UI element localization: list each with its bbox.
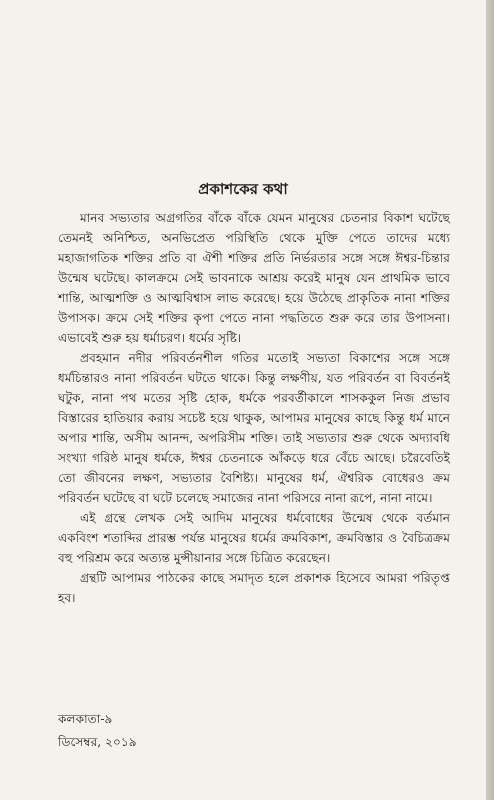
paragraph-1: মানব সভ্যতার অগ্রগতির বাঁকে বাঁকে যেমন মানুষের চেতনার বিকাশ ঘটেছে তেমনই অনিশ্চিত, অনভিপ্রেত পরিস্থিতি থেকে মুক্তি পেতে তাদের মধ্যে মহাজাগতিক শক্তির প্রতি বা ঐশী শক্তির প্রতি নির্ভরতার সঙ্গে সঙ্গে ঈশ্বর-চিন্তার উন্মেষ ঘটেছে। কালক্রমে সেই ভাবনাকে আশ্রয় করেই মানুষ যেন প্রাথমিক ভাবে শান্তি, আত্মশক্তি ও আত্মবিশ্বাস লাভ করেছে। হয়ে উঠেছে প্রাকৃতিক নানা শক্তির উপাসক। ক্রমে সেই শক্তির কৃপা পেতে নানা পদ্ধতিতে শুরু করে তার উপাসনা। এভাবেই শুরু হয় ধর্মাচরণ। ধর্মের সৃষ্টি। (58, 211, 450, 345)
page-edge (486, 0, 494, 800)
paragraph-3: এই গ্রন্থে লেখক সেই আদিম মানুষের ধর্মবোধের উন্মেষ থেকে বর্তমান একবিংশ শতাব্দির প্রারম্ভ পর্যন্ত মানুষের ধর্মের ক্রমবিকাশ, ক্রমবিস্তার ও বৈচিত্রক্রম বহু পরিশ্রম করে অত্যন্ত মুন্সীয়ানার সঙ্গে চিত্রিত করেছেন। (58, 511, 450, 565)
preface-body (58, 208, 450, 608)
paragraph-4: গ্রন্থটি আপামর পাঠকের কাছে সমাদৃত হলে প্রকাশক হিসেবে আমরা পরিতৃপ্ত হব। (58, 571, 450, 605)
paragraph-2: প্রবহমান নদীর পরিবর্তনশীল গতির মতোই সভ্যতা বিকাশের সঙ্গে সঙ্গে ধর্মচিন্তারও নানা পরিবর্তন ঘটতে থাকে। কিন্তু লক্ষণীয়, যত পরিবর্তন বা বিবর্তনই ঘটুক, নানা পথ মতের সৃষ্টি হোক, ধর্মকে পরবর্তীকালে শাসককুল নিজ প্রভাব বিস্তারের হাতিয়ার করায় সচেষ্ট হয়ে থাকুক, আপামর মানুষের কাছে কিন্তু ধর্ম মানে অপার শান্তি, অসীম আনন্দ, অপরিসীম শক্তি। তাই সভ্যতার শুরু থেকে অদ্যাবধি সংখ্যা গরিষ্ঠ মানুষ ধর্মকে, ঈশ্বর চেতনাকে আঁকড়ে ধরে বেঁচে আছে। চরৈবেতিই তো জীবনের লক্ষণ, সভ্যতার বৈশিষ্ট্য। মানুষের ধর্ম, ঐশ্বরিক বোধেরও ক্রম পরিবর্তন ঘটেছে বা ঘটে চলেছে সমাজের নানা পরিসরে নানা রূপে, নানা নামে। (58, 351, 450, 505)
publisher-place: কলকাতা-৯ (58, 712, 113, 726)
publication-date: ডিসেম্বর, ২০১৯ (58, 735, 137, 749)
page-title: প্রকাশকের কথা (198, 180, 288, 198)
